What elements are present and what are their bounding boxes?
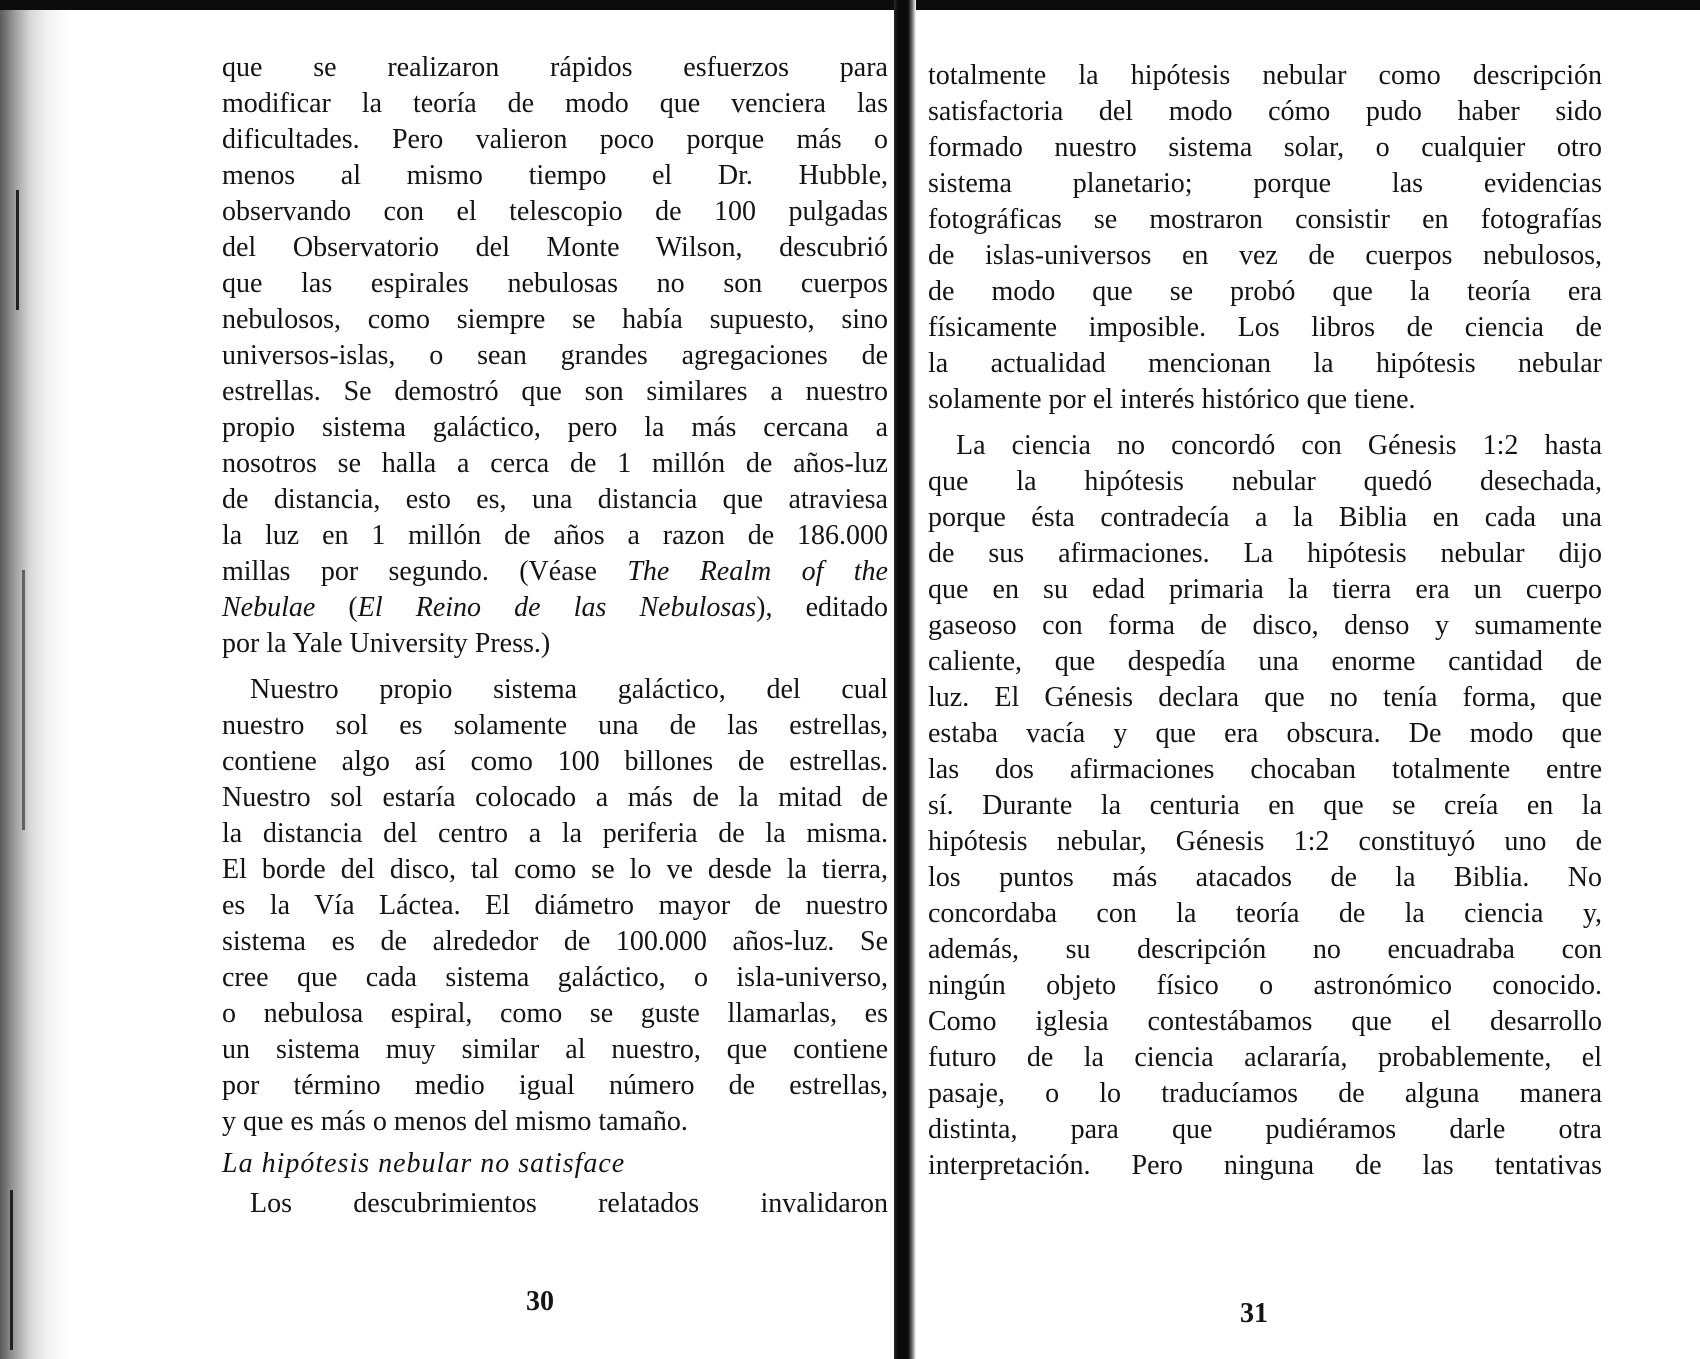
citation-paren: (: [315, 592, 358, 623]
text-line: sistema es de alrededor de 100.000 años-luz. Se: [222, 926, 888, 957]
text-line: por la Yale University Press.): [222, 628, 551, 659]
text-line: que se realizaron rápidos esfuerzos para: [222, 52, 888, 83]
text-line: universos-islas, o sean grandes agregaciones de: [222, 340, 888, 371]
text-line: la actualidad mencionan la hipótesis nebular: [928, 348, 1602, 379]
page-number: 31: [1240, 1298, 1268, 1329]
text-line: gaseoso con forma de disco, denso y sumamente: [928, 610, 1602, 641]
paragraph-first-line: Los descubrimientos relatados invalidaron: [250, 1188, 888, 1219]
text-line: futuro de la ciencia aclararía, probablemente, el: [928, 1042, 1602, 1073]
paragraph-first-line: Nuestro propio sistema galáctico, del cual: [250, 674, 888, 705]
text-line: que en su edad primaria la tierra era un cuerpo: [928, 574, 1602, 605]
text-line: interpretación. Pero ninguna de las tentativas: [928, 1150, 1602, 1181]
text-line: sí. Durante la centuria en que se creía en la: [928, 790, 1602, 821]
text-line: de modo que se probó que la teoría era: [928, 276, 1602, 307]
citation-prefix: millas por segundo. (Véase: [222, 556, 628, 587]
text-line: estrellas. Se demostró que son similares a nuestro: [222, 376, 888, 407]
right-page: [916, 0, 1700, 1359]
right-page-text: [928, 58, 1602, 1184]
text-line: totalmente la hipótesis nebular como descripción: [928, 60, 1602, 91]
citation-publisher-prefix: ), editado: [756, 592, 888, 623]
text-line: contiene algo así como 100 billones de estrellas.: [222, 746, 888, 777]
text-line: Como iglesia contestábamos que el desarrollo: [928, 1006, 1602, 1037]
text-line: nosotros se halla a cerca de 1 millón de años-luz: [222, 448, 888, 479]
text-line: concordaba con la teoría de la ciencia y,: [928, 898, 1602, 929]
text-line-citation: [222, 590, 888, 626]
text-line: El borde del disco, tal como se lo ve desde la tierra,: [222, 854, 888, 885]
text-line: de distancia, esto es, una distancia que atraviesa: [222, 484, 888, 515]
section-heading: La hipótesis nebular no satisface: [222, 1148, 626, 1179]
text-line: caliente, que despedía una enorme cantidad de: [928, 646, 1602, 677]
text-line: dificultades. Pero valieron poco porque más o: [222, 124, 888, 155]
text-line: porque ésta contradecía a la Biblia en cada una: [928, 502, 1602, 533]
page-number: 30: [526, 1286, 554, 1317]
text-line: fotográficas se mostraron consistir en fotografías: [928, 204, 1602, 235]
book-title-english: The Realm of the: [627, 556, 888, 587]
text-line: que las espirales nebulosas no son cuerpos: [222, 268, 888, 299]
text-line: solamente por el interés histórico que tiene.: [928, 384, 1416, 415]
paragraph-first-line: La ciencia no concordó con Génesis 1:2 hasta: [956, 430, 1602, 461]
text-line: además, su descripción no encuadraba con: [928, 934, 1602, 965]
text-line-citation: [222, 554, 888, 590]
book-gutter: [894, 0, 916, 1359]
text-line: las dos afirmaciones chocaban totalmente entre: [928, 754, 1602, 785]
text-line: por término medio igual número de estrellas,: [222, 1070, 888, 1101]
text-line: menos al mismo tiempo el Dr. Hubble,: [222, 160, 888, 191]
text-line: formado nuestro sistema solar, o cualquier otro: [928, 132, 1602, 163]
text-line: de sus afirmaciones. La hipótesis nebular dijo: [928, 538, 1602, 569]
text-line: observando con el telescopio de 100 pulgadas: [222, 196, 888, 227]
text-line: pasaje, o lo traducíamos de alguna manera: [928, 1078, 1602, 1109]
text-line: propio sistema galáctico, pero la más cercana a: [222, 412, 888, 443]
text-line: del Observatorio del Monte Wilson, descubrió: [222, 232, 888, 263]
book-title-spanish: El Reino de las Nebulosas: [357, 592, 757, 623]
text-line: un sistema muy similar al nuestro, que contiene: [222, 1034, 888, 1065]
text-line: la distancia del centro a la periferia de la misma.: [222, 818, 888, 849]
text-line: nuestro sol es solamente una de las estrellas,: [222, 710, 888, 741]
left-page-text: [222, 50, 888, 1222]
text-line: nebulosos, como siempre se había supuesto, sino: [222, 304, 888, 335]
text-line: y que es más o menos del mismo tamaño.: [222, 1106, 688, 1137]
text-line: la luz en 1 millón de años a razon de 186.000: [222, 520, 888, 551]
text-line: Nuestro sol estaría colocado a más de la mitad de: [222, 782, 888, 813]
text-line: cree que cada sistema galáctico, o isla-universo,: [222, 962, 888, 993]
text-line: físicamente imposible. Los libros de ciencia de: [928, 312, 1602, 343]
text-line: de islas-universos en vez de cuerpos nebulosos,: [928, 240, 1602, 271]
text-line: que la hipótesis nebular quedó desechada,: [928, 466, 1602, 497]
text-line: sistema planetario; porque las evidencias: [928, 168, 1602, 199]
text-line: estaba vacía y que era obscura. De modo que: [928, 718, 1602, 749]
book-title-english-end: Nebulae: [222, 592, 316, 623]
text-line: es la Vía Láctea. El diámetro mayor de nuestro: [222, 890, 888, 921]
text-line: modificar la teoría de modo que venciera las: [222, 88, 888, 119]
text-line: satisfactoria del modo cómo pudo haber sido: [928, 96, 1602, 127]
text-line: distinta, para que pudiéramos darle otra: [928, 1114, 1602, 1145]
text-line: ningún objeto físico o astronómico conocido.: [928, 970, 1602, 1001]
text-line: luz. El Génesis declara que no tenía forma, que: [928, 682, 1602, 713]
text-line: hipótesis nebular, Génesis 1:2 constituyó uno de: [928, 826, 1602, 857]
text-line: o nebulosa espiral, como se guste llamarlas, es: [222, 998, 888, 1029]
text-line: los puntos más atacados de la Biblia. No: [928, 862, 1602, 893]
